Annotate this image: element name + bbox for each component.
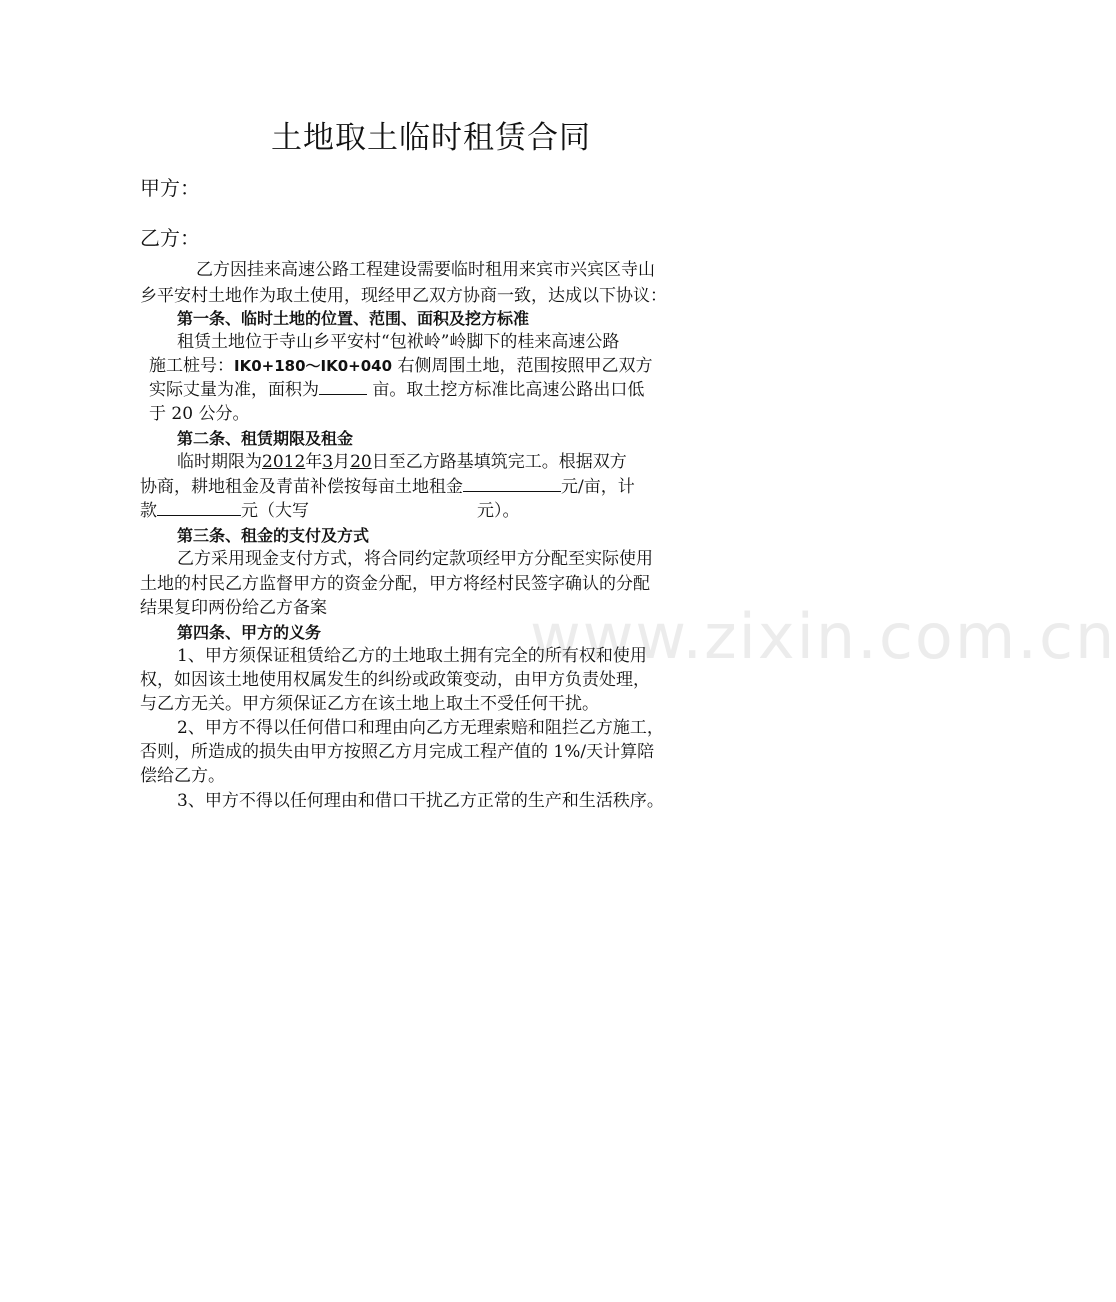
stake-number: IK0+180～IK0+040 bbox=[234, 357, 393, 375]
article-3-heading: 第三条、租金的支付及方式 bbox=[177, 526, 370, 545]
article-2-line-1: 临时期限为2012年3月20日至乙方路基填筑完工。根据双方 bbox=[177, 452, 627, 472]
article-1-stake-label: 施工桩号： bbox=[149, 356, 234, 376]
article-3-line-2: 土地的村民乙方监督甲方的资金分配，甲方将经村民签字确认的分配 bbox=[140, 574, 650, 594]
article-4-item-1-line-2: 权，如因该土地使用权属发生的纠纷或政策变动，由甲方负责处理， bbox=[140, 670, 650, 690]
article-1-line-1: 租赁土地位于寺山乡平安村“包袱岭”岭脚下的桂来高速公路 bbox=[177, 332, 620, 352]
area-blank bbox=[319, 378, 367, 395]
document-title: 土地取土临时租赁合同 bbox=[271, 120, 591, 156]
article-4-item-2-line-1: 2、甲方不得以任何借口和理由向乙方无理索赔和阻拦乙方施工， bbox=[177, 718, 664, 738]
rent-per-mu-blank bbox=[463, 475, 561, 492]
intro-line-1: 乙方因挂来高速公路工程建设需要临时租用来宾市兴宾区寺山 bbox=[196, 260, 655, 280]
intro-line-2: 乡平安村土地作为取土使用，现经甲乙双方协商一致，达成以下协议： bbox=[140, 286, 667, 306]
article-4-item-1-line-1: 1、甲方须保证租赁给乙方的土地取土拥有完全的所有权和使用 bbox=[177, 646, 647, 666]
article-4-heading: 第四条、甲方的义务 bbox=[177, 623, 322, 642]
start-day: 20 bbox=[350, 452, 372, 472]
start-month: 3 bbox=[322, 452, 334, 472]
article-1-line-2 bbox=[149, 354, 652, 378]
article-3-line-3: 结果复印两份给乙方备案 bbox=[140, 598, 327, 618]
article-4-item-1-line-3: 与乙方无关。甲方须保证乙方在该土地上取土不受任何干扰。 bbox=[140, 694, 599, 714]
total-amount-blank bbox=[157, 499, 241, 516]
start-year: 2012 bbox=[262, 452, 306, 472]
article-2-heading: 第二条、租赁期限及租金 bbox=[177, 429, 354, 448]
site-watermark: www.zixin.com.cn bbox=[530, 600, 1116, 673]
article-1-line-3: 实际丈量为准，面积为 亩。取土挖方标准比高速公路出口低 bbox=[149, 380, 645, 400]
article-4-item-2-line-2: 否则，所造成的损失由甲方按照乙方月完成工程产值的 1%/天计算陪 bbox=[140, 742, 655, 762]
article-3-line-1: 乙方采用现金支付方式，将合同约定款项经甲方分配至实际使用 bbox=[177, 549, 653, 569]
article-4-item-2-line-3: 偿给乙方。 bbox=[140, 766, 225, 786]
article-4-item-3-line-1: 3、甲方不得以任何理由和借口干扰乙方正常的生产和生活秩序。 bbox=[177, 791, 664, 811]
party-b-label: 乙方： bbox=[140, 226, 200, 250]
article-1-heading: 第一条、临时土地的位置、范围、面积及挖方标准 bbox=[177, 309, 530, 328]
article-2-line-3: 款 元（大写 元）。 bbox=[140, 501, 520, 521]
article-1-line-2-rest: 右侧周围土地，范围按照甲乙双方 bbox=[392, 356, 653, 376]
article-1-line-4: 于 20 公分。 bbox=[149, 404, 250, 424]
party-a-label: 甲方： bbox=[140, 176, 200, 200]
article-2-line-2: 协商，耕地租金及青苗补偿按每亩土地租金 元/亩，计 bbox=[140, 477, 635, 497]
